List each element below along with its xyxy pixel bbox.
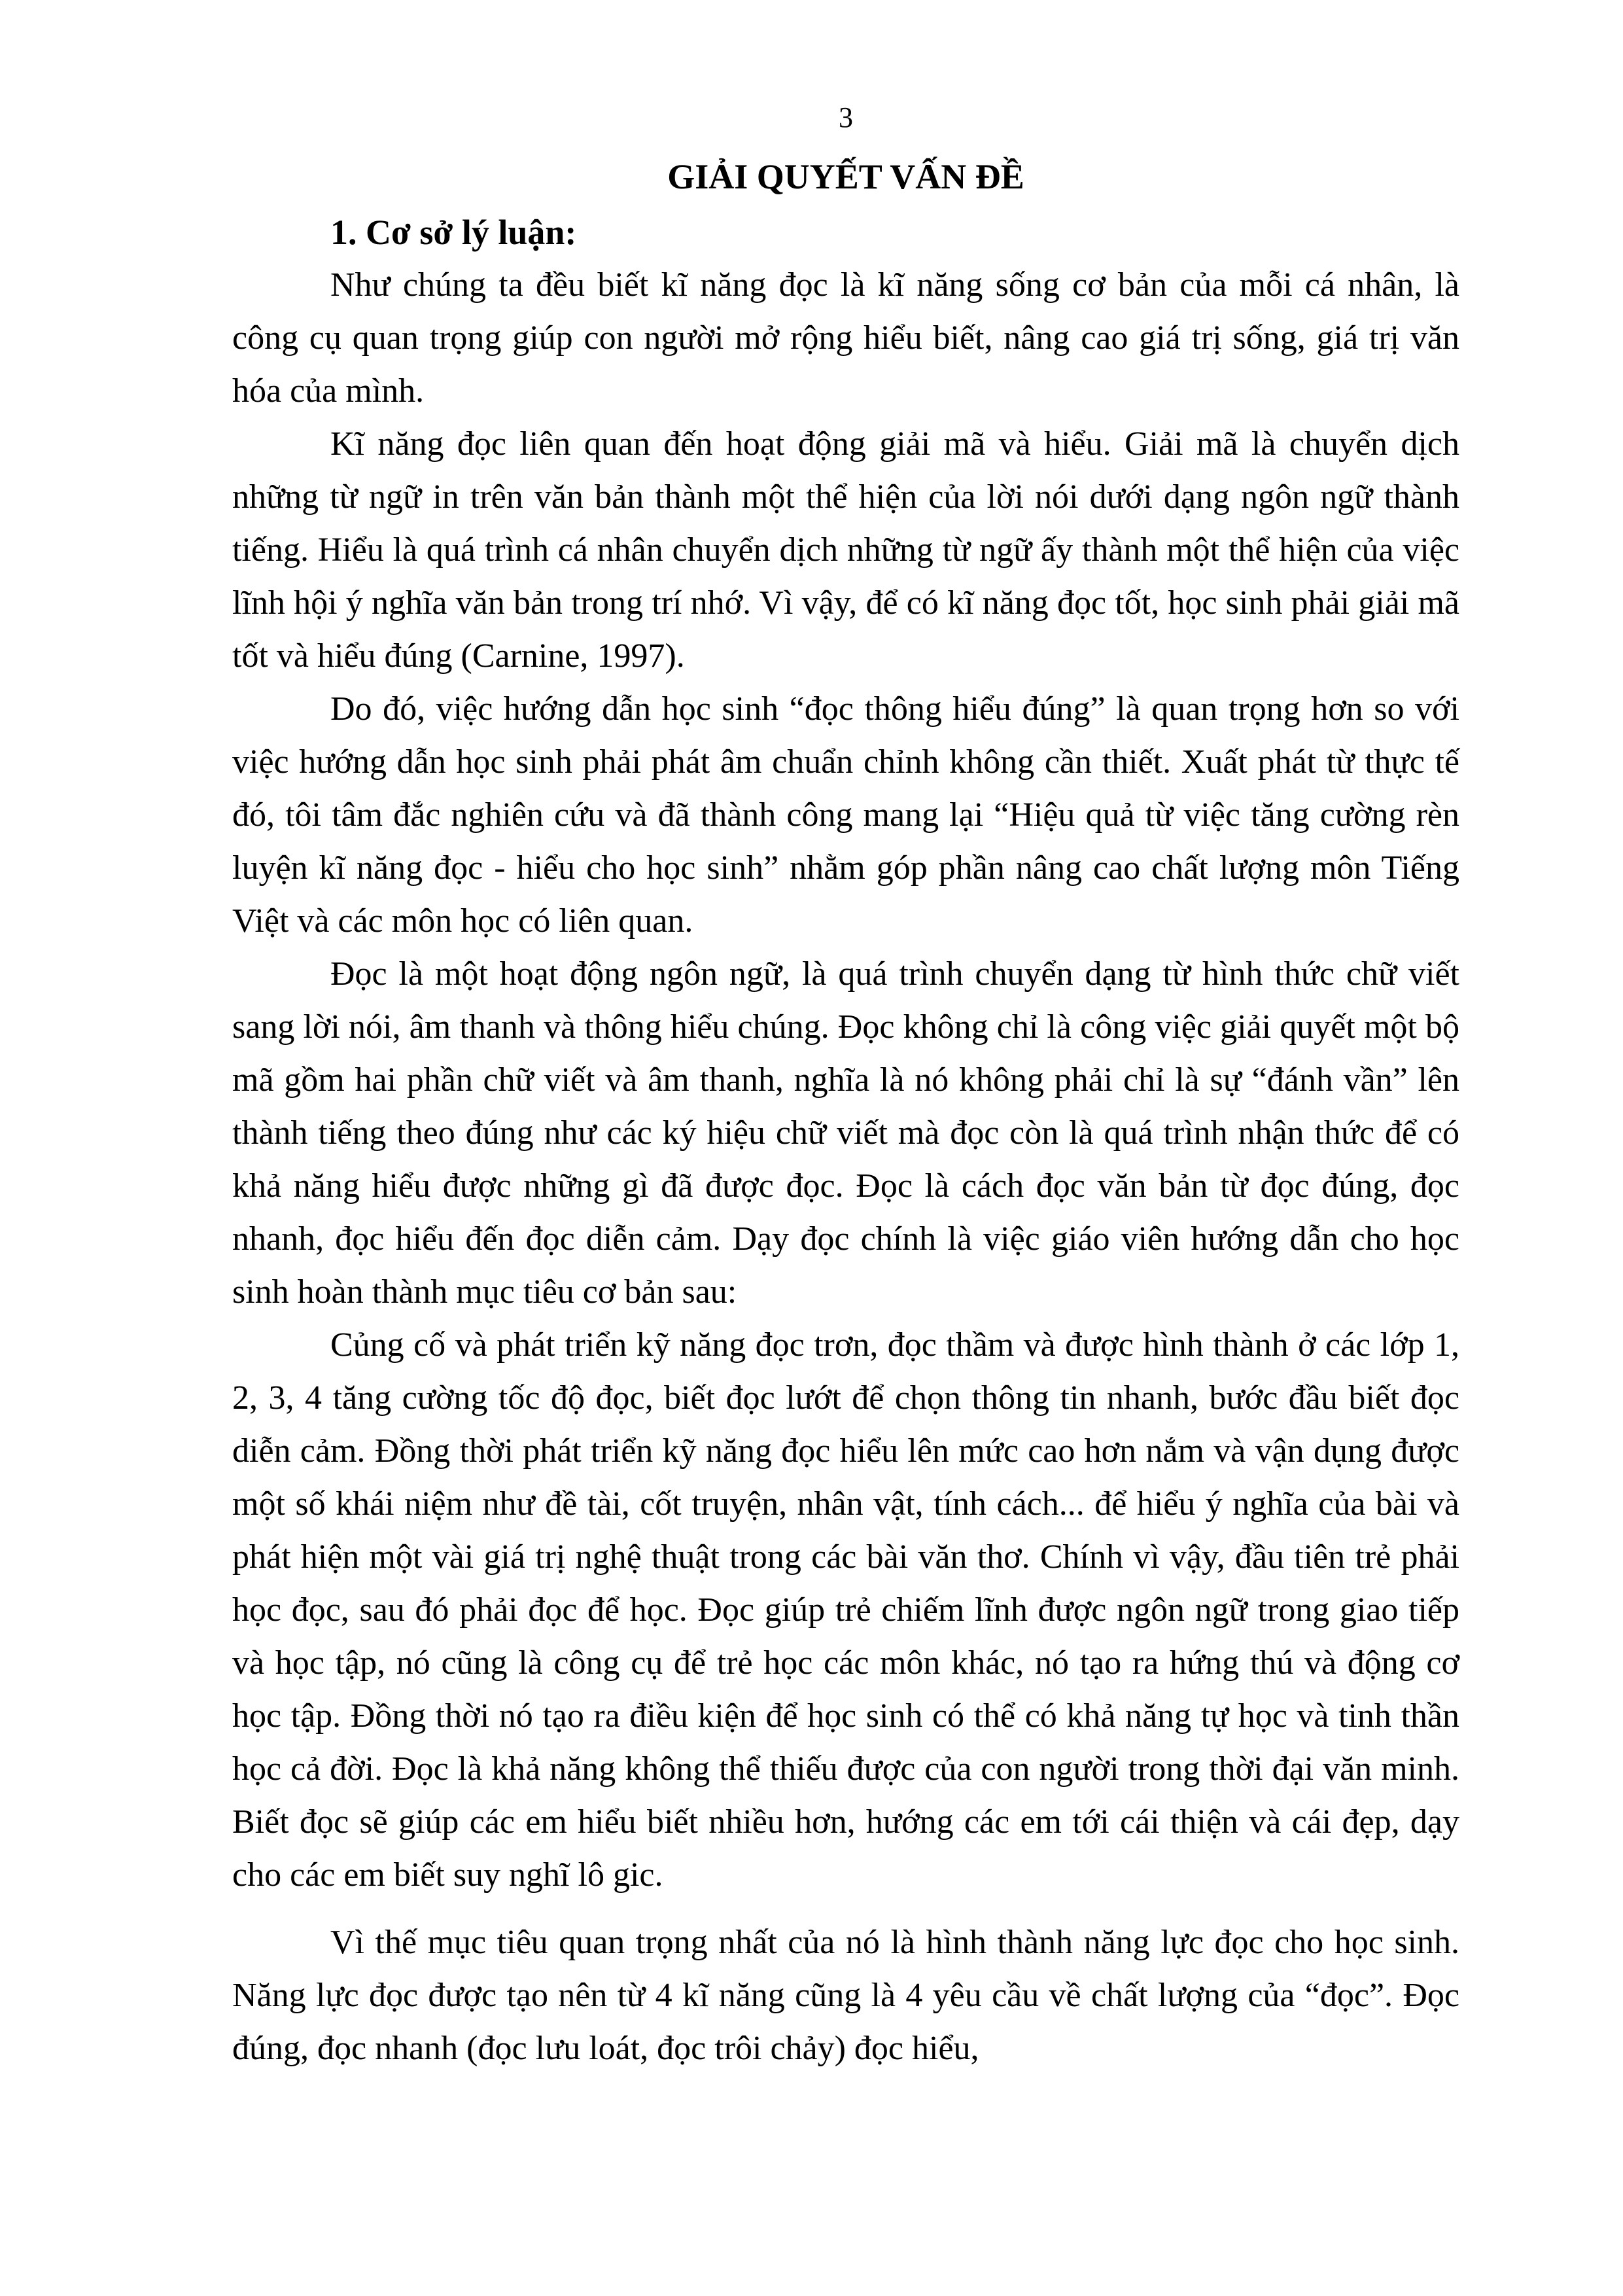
page-number: 3 bbox=[839, 101, 853, 133]
paragraph-6: Vì thế mục tiêu quan trọng nhất của nó là hình thành năng lực đọc cho học sinh. Năng lực đọc được tạo nên từ 4 kĩ năng cũng là 4 yêu cầu về chất lượng của “đọc”. Đọc đúng, đọc nhanh (đọc lưu loát, đọc trôi chảy) đọc hiểu, bbox=[232, 1924, 1459, 2067]
paragraph-5: Củng cố và phát triển kỹ năng đọc trơn, đọc thầm và được hình thành ở các lớp 1, 2, 3, 4 tăng cường tốc độ đọc, biết đọc lướt để chọn thông tin nhanh, bước đầu biết đọc diễn cảm. Đồng thời phát triển kỹ năng đọc hiểu lên mức cao hơn nắm và vận dụng được một số khái niệm như đề tài, cốt truyện, nhân vật, tính cách... để hiểu ý nghĩa của bài và phát hiện một vài giá trị nghệ thuật trong các bài văn thơ. Chính vì vậy, đầu tiên trẻ phải học đọc, sau đó phải đọc để học. Đọc giúp trẻ chiếm lĩnh được ngôn ngữ trong giao tiếp và học tập, nó cũng là công cụ để trẻ học các môn khác, nó tạo ra hứng thú và động cơ học tập. Đồng thời nó tạo ra điều kiện để học sinh có thể có khả năng tự học và tinh thần học cả đời. Đọc là khả năng không thể thiếu được của con người trong thời đại văn minh. Biết đọc sẽ giúp các em hiểu biết nhiều hơn, hướng các em tới cái thiện và cái đẹp, dạy cho các em biết suy nghĩ lô gic. bbox=[232, 1326, 1459, 1894]
paragraph-2: Kĩ năng đọc liên quan đến hoạt động giải mã và hiểu. Giải mã là chuyển dịch những từ ngữ in trên văn bản thành một thể hiện của lời nói dưới dạng ngôn ngữ thành tiếng. Hiểu là quá trình cá nhân chuyển dịch những từ ngữ ấy thành một thể hiện của việc lĩnh hội ý nghĩa văn bản trong trí nhớ. Vì vậy, để có kĩ năng đọc tốt, học sinh phải giải mã tốt và hiểu đúng (Carnine, 1997). bbox=[232, 425, 1459, 675]
paragraph-4: Đọc là một hoạt động ngôn ngữ, là quá trình chuyển dạng từ hình thức chữ viết sang lời nói, âm thanh và thông hiểu chúng. Đọc không chỉ là công việc giải quyết một bộ mã gồm hai phần chữ viết và âm thanh, nghĩa là nó không phải chỉ là sự “đánh vần” lên thành tiếng theo đúng như các ký hiệu chữ viết mà đọc còn là quá trình nhận thức để có khả năng hiểu được những gì đã được đọc. Đọc là cách đọc văn bản từ đọc đúng, đọc nhanh, đọc hiểu đến đọc diễn cảm. Dạy đọc chính là việc giáo viên hướng dẫn cho học sinh hoàn thành mục tiêu cơ bản sau: bbox=[232, 955, 1459, 1311]
section-heading: 1. Cơ sở lý luận: bbox=[330, 213, 577, 252]
paragraph-1: Như chúng ta đều biết kĩ năng đọc là kĩ năng sống cơ bản của mỗi cá nhân, là công cụ quan trọng giúp con người mở rộng hiểu biết, nâng cao giá trị sống, giá trị văn hóa của mình. bbox=[232, 266, 1459, 410]
paragraph-3: Do đó, việc hướng dẫn học sinh “đọc thông hiểu đúng” là quan trọng hơn so với việc hướng dẫn học sinh phải phát âm chuẩn chỉnh không cần thiết. Xuất phát từ thực tế đó, tôi tâm đắc nghiên cứu và đã thành công mang lại “Hiệu quả từ việc tăng cường rèn luyện kĩ năng đọc - hiểu cho học sinh” nhằm góp phần nâng cao chất lượng môn Tiếng Việt và các môn học có liên quan. bbox=[232, 690, 1459, 940]
page-title: GIẢI QUYẾT VẤN ĐỀ bbox=[667, 157, 1024, 196]
